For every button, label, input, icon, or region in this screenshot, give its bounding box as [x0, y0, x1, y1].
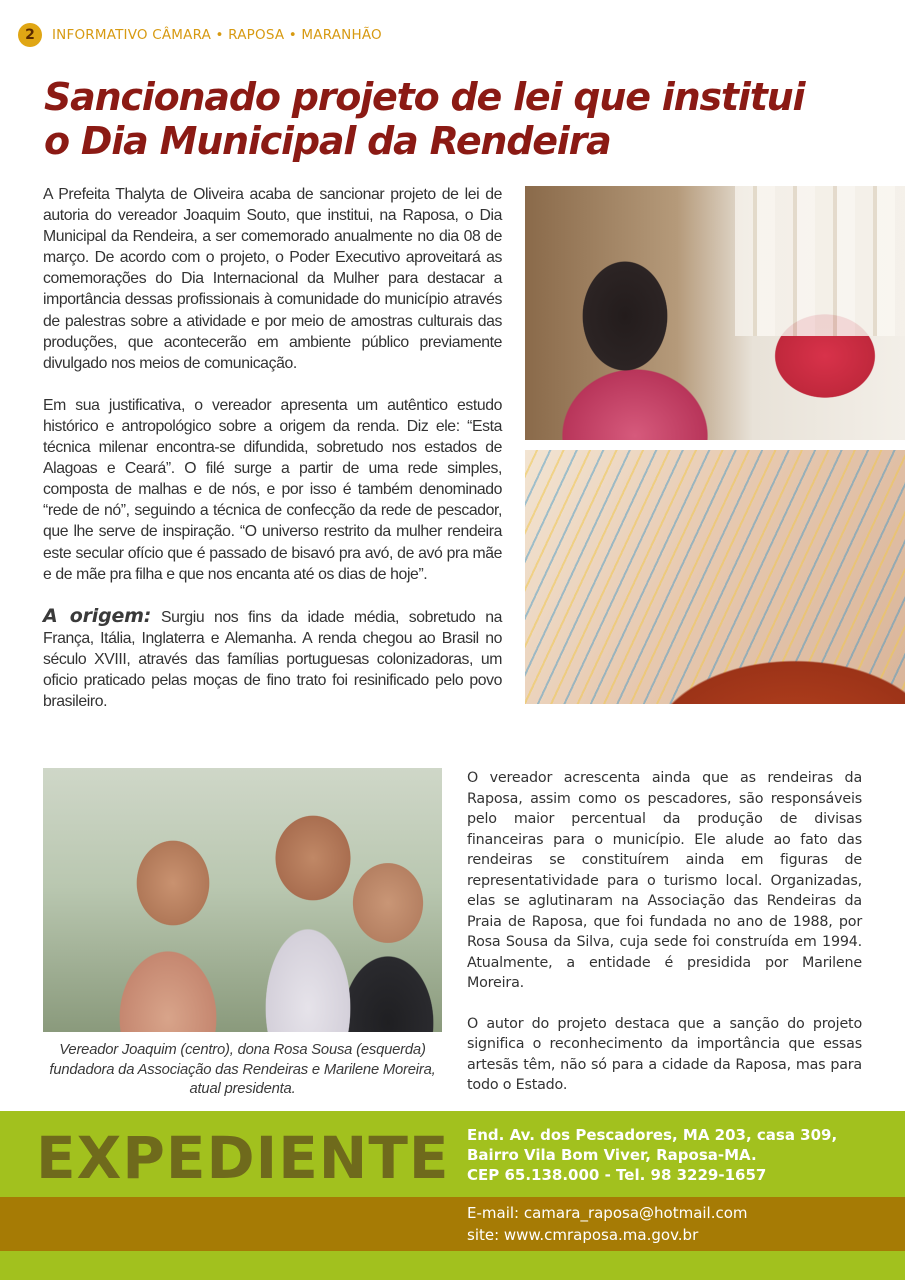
paragraph-justification: Em sua justificativa, o vereador apresenta um autêntico estudo histórico e antropológico sobre a origem da renda. Diz ele: “Esta técnica milenar encontra-se difundida, sobretudo nos estados de Alagoas e Ceará”. O filé surge a partir de uma rede simples, composta de malhas e de nós, e por isso é também denominado “rede de nó”, seguindo a técnica de confecção da rede de pescador, que lhe serve de inspiração. “O universo restrito da mulher rendeira este secular ofício que é passado de bisavó pra avó, de avó pra mãe e de mãe pra filha e que nos encanta até os dias de hoje”. [43, 396, 502, 583]
footer-address [467, 1125, 887, 1185]
photo-lacemaker-working [525, 186, 905, 440]
footer-band-green-bottom [0, 1251, 905, 1280]
footer-email: E-mail: camara_raposa@hotmail.com [467, 1204, 748, 1222]
footer-site: site: www.cmraposa.ma.gov.br [467, 1226, 699, 1244]
address-line-1: End. Av. dos Pescadores, MA 203, casa 309, [467, 1126, 838, 1144]
photo-vereador-and-rendeiras [43, 768, 442, 1032]
headline-line-1: Sancionado projeto de lei que institui [44, 75, 805, 119]
paragraph-intro: A Prefeita Thalyta de Oliveira acaba de sancionar projeto de lei de autoria do vereador Joaquim Souto, que institui, na Raposa, o Dia Municipal da Rendeira, a ser comemorado anualmente no dia 08 de março. De acordo com o projeto, o Poder Executivo aproveitará as comemorações do Dia Internacional da Mulher para destacar a importância dessas profissionais à comunidade do município através de palestras sobre a atividade e por meio de amostras culturais das produções, que acontecerão em ambiente público previamente divulgado nos meios de comunicação. [43, 186, 502, 372]
headline-line-2: o Dia Municipal da Rendeira [44, 119, 611, 163]
photo-bobbin-lace-closeup [525, 450, 905, 704]
address-line-2: Bairro Vila Bom Viver, Raposa-MA. [467, 1146, 757, 1164]
origem-text: Surgiu nos fins da idade média, sobretudo na França, Itália, Inglaterra e Alemanha. A renda chegou ao Brasil no século XVIII, através das famílias portuguesas colonizadoras, um oficio praticado pelas moças de fino trato foi resinificado pelo povo brasileiro. [43, 608, 502, 711]
publication-title: INFORMATIVO CÂMARA • RAPOSA • MARANHÃO [52, 27, 382, 43]
photo-caption: Vereador Joaquim (centro), dona Rosa Sousa (esquerda) fundadora da Associação das Rendeiras e Marilene Moreira, atual presidenta. [49, 1042, 436, 1097]
left-column [43, 184, 502, 733]
paragraph-association: O vereador acrescenta ainda que as rendeiras da Raposa, assim como os pescadores, são responsáveis pelo maior percentual da produção de divisas financeiras para o município. Ele alude ao fato das rendeiras se constituírem ainda em figuras de representatividade para o turismo local. Organizadas, elas se aglutinaram na Associação das Rendeiras da Praia de Raposa, que foi fundada no ano de 1988, por Rosa Sousa da Silva, cuja sede foi construída em 1994. Atualmente, a entidade é presidida por Marilene Moreira. [467, 770, 862, 991]
origem-label: A origem: [43, 604, 152, 627]
article-headline [44, 75, 844, 163]
page-header [18, 22, 382, 48]
right-column [467, 768, 862, 1116]
page-number-badge: 2 [18, 23, 42, 47]
expediente-title: EXPEDIENTE [36, 1124, 450, 1192]
paragraph-origem [43, 606, 502, 712]
footer-contact [467, 1202, 887, 1246]
paragraph-conclusion: O autor do projeto destaca que a sanção do projeto significa o reconhecimento da importância que essas artesãs têm, não só para a cidade da Raposa, mas para todo o Estado. [467, 1015, 862, 1093]
address-line-3: CEP 65.138.000 - Tel. 98 3229-1657 [467, 1166, 767, 1184]
